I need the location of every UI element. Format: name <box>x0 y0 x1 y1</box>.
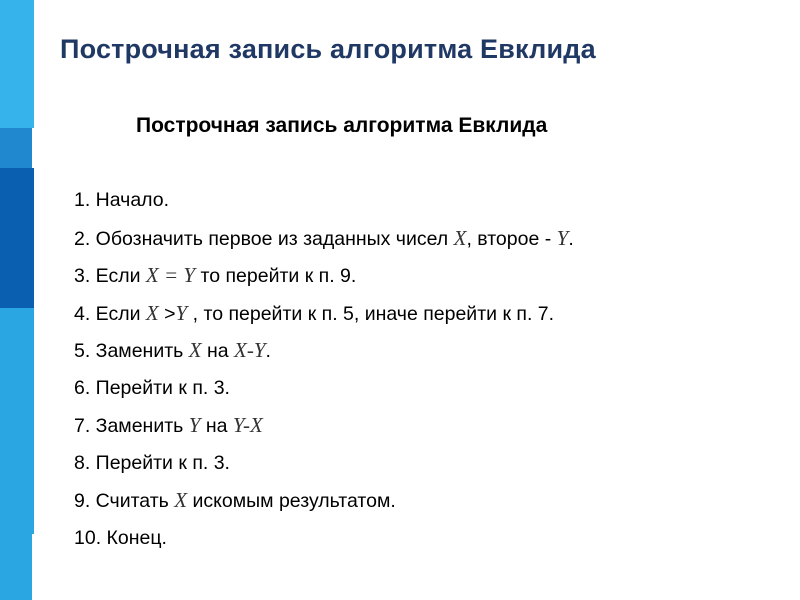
step-text: 3. Если <box>74 265 146 287</box>
variable-text: X <box>145 300 159 325</box>
side-bar-segment <box>0 168 34 308</box>
algorithm-step <box>74 520 574 558</box>
side-bar-segment <box>0 128 34 168</box>
step-text: , то перейти к п. 5, иначе перейти к п. 7. <box>187 302 555 325</box>
step-text: 8. Перейти к п. 3. <box>74 451 230 474</box>
step-text: > <box>158 302 176 325</box>
algorithm-step <box>74 257 574 295</box>
step-text: 2. Обозначить первое из заданных чисел <box>74 227 454 250</box>
variable-text: X <box>174 488 188 512</box>
variable-text: Y <box>556 225 569 250</box>
variable-text: Y <box>188 413 201 437</box>
algorithm-steps-list <box>74 182 574 557</box>
step-text: 5. Заменить <box>74 340 189 362</box>
step-text: . <box>568 227 574 250</box>
variable-text: X-Y <box>234 338 266 362</box>
step-text: 1. Начало. <box>74 189 170 211</box>
algorithm-step <box>74 295 574 333</box>
variable-text: X <box>453 225 467 250</box>
variable-text: X <box>188 338 202 362</box>
variable-text: X = Y <box>145 263 196 287</box>
variable-text: Y-X <box>232 413 263 437</box>
content-title: Построчная запись алгоритма Евклида <box>136 114 548 137</box>
step-text: на <box>201 340 235 362</box>
algorithm-step <box>74 182 574 220</box>
algorithm-step <box>74 220 574 258</box>
step-text: 4. Если <box>74 302 146 325</box>
step-text: на <box>200 415 233 437</box>
step-text: то перейти к п. 9. <box>195 265 357 287</box>
side-accent-bar <box>0 0 34 600</box>
step-text: 7. Заменить <box>74 415 189 437</box>
step-text: , второе - <box>466 227 557 250</box>
step-text: искомым результатом. <box>187 490 396 512</box>
step-text: . <box>265 340 271 362</box>
side-bar-segment <box>0 308 34 600</box>
side-bar-gap <box>32 534 34 600</box>
step-text: 9. Считать <box>74 490 175 512</box>
side-bar-segment <box>0 0 34 128</box>
step-text: 6. Перейти к п. 3. <box>74 376 230 399</box>
algorithm-step <box>74 445 574 483</box>
side-bar-gap <box>32 128 34 168</box>
algorithm-step <box>74 407 574 445</box>
algorithm-step <box>74 332 574 370</box>
algorithm-step <box>74 482 574 520</box>
algorithm-step <box>74 370 574 408</box>
slide-title: Построчная запись алгоритма Евклида <box>60 34 596 64</box>
step-text: 10. Конец. <box>74 526 167 549</box>
variable-text: Y <box>175 300 188 325</box>
